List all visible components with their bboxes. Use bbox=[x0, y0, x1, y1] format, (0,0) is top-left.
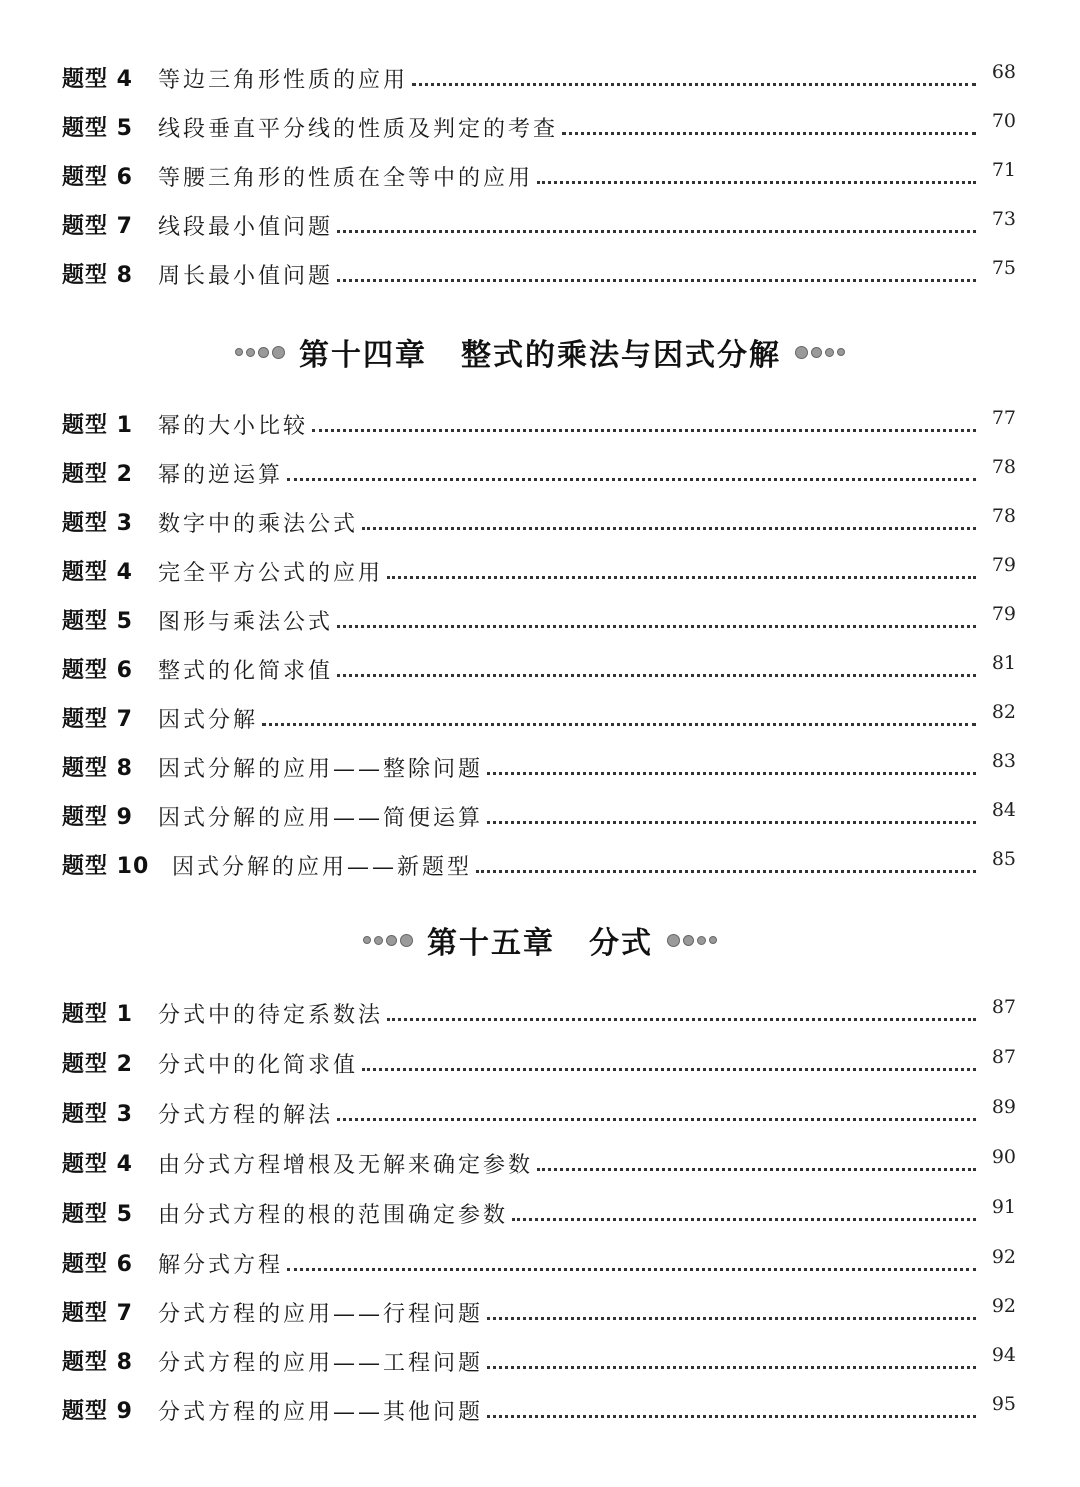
page-number: 68 bbox=[991, 61, 1016, 83]
toc-entry[interactable] bbox=[0, 156, 1080, 196]
dot-leader bbox=[287, 478, 976, 481]
entry-tag: 题型 10 bbox=[62, 854, 150, 879]
dot-leader bbox=[487, 1366, 976, 1369]
entry-title: 解分式方程 bbox=[158, 1252, 284, 1278]
entry-tag: 题型 9 bbox=[62, 1399, 133, 1424]
entry-title: 等腰三角形的性质在全等中的应用 bbox=[158, 165, 534, 191]
entry-title: 分式中的化简求值 bbox=[158, 1052, 359, 1078]
entry-title: 整式的化简求值 bbox=[158, 658, 334, 684]
ornament-dots-right bbox=[667, 934, 717, 947]
toc-entry[interactable] bbox=[0, 1243, 1080, 1283]
toc-entry[interactable] bbox=[0, 1390, 1080, 1430]
entry-tag: 题型 8 bbox=[62, 756, 133, 781]
entry-title: 因式分解的应用——新题型 bbox=[172, 854, 473, 880]
entry-title: 分式方程的应用——其他问题 bbox=[158, 1399, 484, 1425]
entry-tag: 题型 3 bbox=[62, 1102, 133, 1127]
toc-entry[interactable] bbox=[0, 747, 1080, 787]
toc-entry[interactable] bbox=[0, 551, 1080, 591]
entry-title: 分式方程的应用——行程问题 bbox=[158, 1301, 484, 1327]
entry-title: 由分式方程的根的范围确定参数 bbox=[158, 1202, 509, 1228]
dot-leader bbox=[287, 1268, 976, 1271]
entry-tag: 题型 7 bbox=[62, 1301, 133, 1326]
chapter-heading bbox=[0, 330, 1080, 374]
dot-leader bbox=[362, 527, 976, 530]
page-number: 70 bbox=[991, 110, 1016, 132]
chapter-title bbox=[427, 918, 653, 962]
dot-leader bbox=[487, 1317, 976, 1320]
toc-entry[interactable] bbox=[0, 649, 1080, 689]
entry-tag: 题型 6 bbox=[62, 1252, 133, 1277]
entry-tag: 题型 8 bbox=[62, 1350, 133, 1375]
entry-tag: 题型 6 bbox=[62, 658, 133, 683]
toc-entry[interactable] bbox=[0, 796, 1080, 836]
page-number: 78 bbox=[991, 456, 1016, 478]
toc-entry[interactable] bbox=[0, 453, 1080, 493]
page-number: 90 bbox=[991, 1146, 1016, 1168]
toc-entry[interactable] bbox=[0, 1341, 1080, 1381]
entry-tag: 题型 5 bbox=[62, 116, 133, 141]
page-number: 81 bbox=[991, 652, 1016, 674]
toc-entry[interactable] bbox=[0, 107, 1080, 147]
toc-entry[interactable] bbox=[0, 1043, 1080, 1083]
entry-title: 分式方程的解法 bbox=[158, 1102, 334, 1128]
page-number: 77 bbox=[991, 407, 1016, 429]
entry-title: 数字中的乘法公式 bbox=[158, 511, 359, 537]
page-number: 84 bbox=[991, 799, 1016, 821]
dot-leader bbox=[337, 279, 976, 282]
entry-title: 幂的逆运算 bbox=[158, 462, 284, 488]
entry-title: 图形与乘法公式 bbox=[158, 609, 334, 635]
ornament-dots-right bbox=[795, 346, 845, 359]
dot-leader bbox=[487, 1415, 976, 1418]
page-number: 87 bbox=[991, 996, 1016, 1018]
chapter-name: 分式 bbox=[589, 926, 653, 961]
page-number: 94 bbox=[991, 1344, 1016, 1366]
ornament-dots-left bbox=[363, 934, 413, 947]
entry-title: 线段垂直平分线的性质及判定的考查 bbox=[158, 116, 559, 142]
page-number: 92 bbox=[991, 1295, 1016, 1317]
page-number: 83 bbox=[991, 750, 1016, 772]
dot-leader bbox=[537, 1168, 976, 1171]
entry-tag: 题型 5 bbox=[62, 609, 133, 634]
page-number: 87 bbox=[991, 1046, 1016, 1068]
ornament-dots-left bbox=[235, 346, 285, 359]
dot-leader bbox=[362, 1068, 976, 1071]
toc-entry[interactable] bbox=[0, 600, 1080, 640]
entry-tag: 题型 4 bbox=[62, 67, 133, 92]
page-number: 79 bbox=[991, 603, 1016, 625]
page-number: 75 bbox=[991, 257, 1016, 279]
entry-tag: 题型 1 bbox=[62, 413, 133, 438]
dot-leader bbox=[387, 576, 976, 579]
toc-entry[interactable] bbox=[0, 698, 1080, 738]
entry-title: 由分式方程增根及无解来确定参数 bbox=[158, 1152, 534, 1178]
entry-title: 周长最小值问题 bbox=[158, 263, 334, 289]
entry-tag: 题型 9 bbox=[62, 805, 133, 830]
dot-leader bbox=[312, 429, 976, 432]
dot-leader bbox=[337, 674, 976, 677]
entry-title: 因式分解的应用——整除问题 bbox=[158, 756, 484, 782]
dot-leader bbox=[337, 1118, 976, 1121]
entry-tag: 题型 7 bbox=[62, 214, 133, 239]
dot-leader bbox=[512, 1218, 976, 1221]
page-number: 92 bbox=[991, 1246, 1016, 1268]
toc-entry[interactable] bbox=[0, 254, 1080, 294]
page-number: 89 bbox=[991, 1096, 1016, 1118]
page-number: 78 bbox=[991, 505, 1016, 527]
entry-tag: 题型 2 bbox=[62, 462, 133, 487]
toc-entry[interactable] bbox=[0, 1093, 1080, 1133]
page-number: 95 bbox=[991, 1393, 1016, 1415]
entry-tag: 题型 8 bbox=[62, 263, 133, 288]
toc-entry[interactable] bbox=[0, 404, 1080, 444]
entry-tag: 题型 2 bbox=[62, 1052, 133, 1077]
entry-tag: 题型 4 bbox=[62, 560, 133, 585]
entry-title: 分式中的待定系数法 bbox=[158, 1002, 384, 1028]
entry-tag: 题型 4 bbox=[62, 1152, 133, 1177]
entry-title: 因式分解的应用——简便运算 bbox=[158, 805, 484, 831]
dot-leader bbox=[337, 230, 976, 233]
entry-title: 线段最小值问题 bbox=[158, 214, 334, 240]
entry-title: 幂的大小比较 bbox=[158, 413, 309, 439]
entry-tag: 题型 6 bbox=[62, 165, 133, 190]
entry-title: 完全平方公式的应用 bbox=[158, 560, 384, 586]
page-number: 85 bbox=[991, 848, 1016, 870]
toc-entry[interactable] bbox=[0, 1292, 1080, 1332]
page-number: 71 bbox=[991, 159, 1016, 181]
dot-leader bbox=[537, 181, 976, 184]
chapter-label: 第十五章 bbox=[427, 926, 555, 961]
dot-leader bbox=[262, 723, 976, 726]
toc-entry[interactable] bbox=[0, 502, 1080, 542]
toc-entry[interactable] bbox=[0, 993, 1080, 1033]
toc-entry[interactable] bbox=[0, 205, 1080, 245]
dot-leader bbox=[487, 821, 976, 824]
page-number: 82 bbox=[991, 701, 1016, 723]
toc-entry[interactable] bbox=[0, 1143, 1080, 1183]
entry-title: 分式方程的应用——工程问题 bbox=[158, 1350, 484, 1376]
toc-entry[interactable] bbox=[0, 58, 1080, 98]
chapter-title bbox=[299, 330, 781, 374]
entry-title: 因式分解 bbox=[158, 707, 259, 733]
dot-leader bbox=[487, 772, 976, 775]
chapter-heading bbox=[0, 918, 1080, 962]
entry-tag: 题型 5 bbox=[62, 1202, 133, 1227]
chapter-label: 第十四章 bbox=[299, 338, 427, 373]
toc-entry[interactable] bbox=[0, 845, 1080, 885]
page-number: 73 bbox=[991, 208, 1016, 230]
entry-tag: 题型 1 bbox=[62, 1002, 133, 1027]
page-number: 91 bbox=[991, 1196, 1016, 1218]
dot-leader bbox=[562, 132, 976, 135]
chapter-name: 整式的乘法与因式分解 bbox=[461, 338, 781, 373]
dot-leader bbox=[412, 83, 976, 86]
page-number: 79 bbox=[991, 554, 1016, 576]
dot-leader bbox=[337, 625, 976, 628]
entry-title: 等边三角形性质的应用 bbox=[158, 67, 409, 93]
entry-tag: 题型 3 bbox=[62, 511, 133, 536]
toc-entry[interactable] bbox=[0, 1193, 1080, 1233]
dot-leader bbox=[476, 870, 976, 873]
entry-tag: 题型 7 bbox=[62, 707, 133, 732]
dot-leader bbox=[387, 1018, 976, 1021]
